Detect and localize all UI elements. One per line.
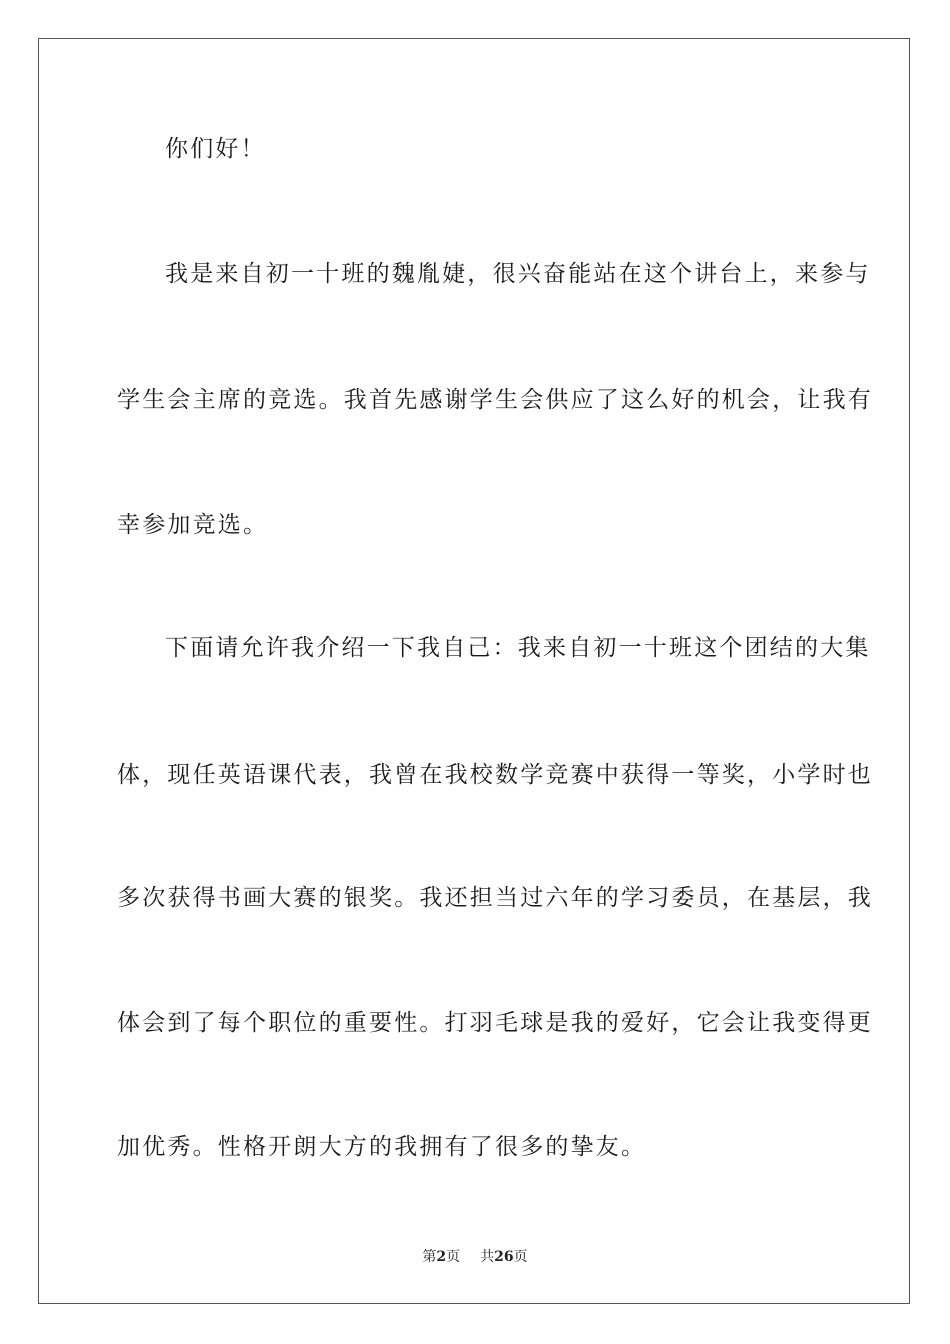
page-border xyxy=(38,38,910,1304)
paragraph-2-line-3: 多次获得书画大赛的银奖。我还担当过六年的学习委员，在基层，我 xyxy=(117,885,873,911)
paragraph-1-line-2: 学生会主席的竞选。我首先感谢学生会供应了这么好的机会，让我有 xyxy=(117,387,873,413)
page-number: 2 xyxy=(436,1249,447,1265)
page-footer xyxy=(0,1248,950,1266)
paragraph-2-line-2: 体，现任英语课代表，我曾在我校数学竞赛中获得一等奖，小学时也 xyxy=(117,762,873,788)
paragraph-2-line-4: 体会到了每个职位的重要性。打羽毛球是我的爱好，它会让我变得更 xyxy=(117,1010,873,1036)
page-label-suffix: 页 xyxy=(446,1249,461,1265)
total-pages: 26 xyxy=(494,1249,514,1265)
greeting-line: 你们好！ xyxy=(165,136,266,162)
paragraph-1-line-3: 幸参加竞选。 xyxy=(117,512,269,538)
page-label-prefix: 第 xyxy=(422,1249,437,1265)
paragraph-2-line-1: 下面请允许我介绍一下我自己：我来自初一十班这个团结的大集 xyxy=(165,635,871,661)
paragraph-1-line-1: 我是来自初一十班的魏胤婕，很兴奋能站在这个讲台上，来参与 xyxy=(165,261,871,287)
paragraph-2-line-5: 加优秀。性格开朗大方的我拥有了很多的挚友。 xyxy=(117,1134,647,1160)
total-label-suffix: 页 xyxy=(513,1249,528,1265)
total-label-prefix: 共 xyxy=(480,1249,495,1265)
